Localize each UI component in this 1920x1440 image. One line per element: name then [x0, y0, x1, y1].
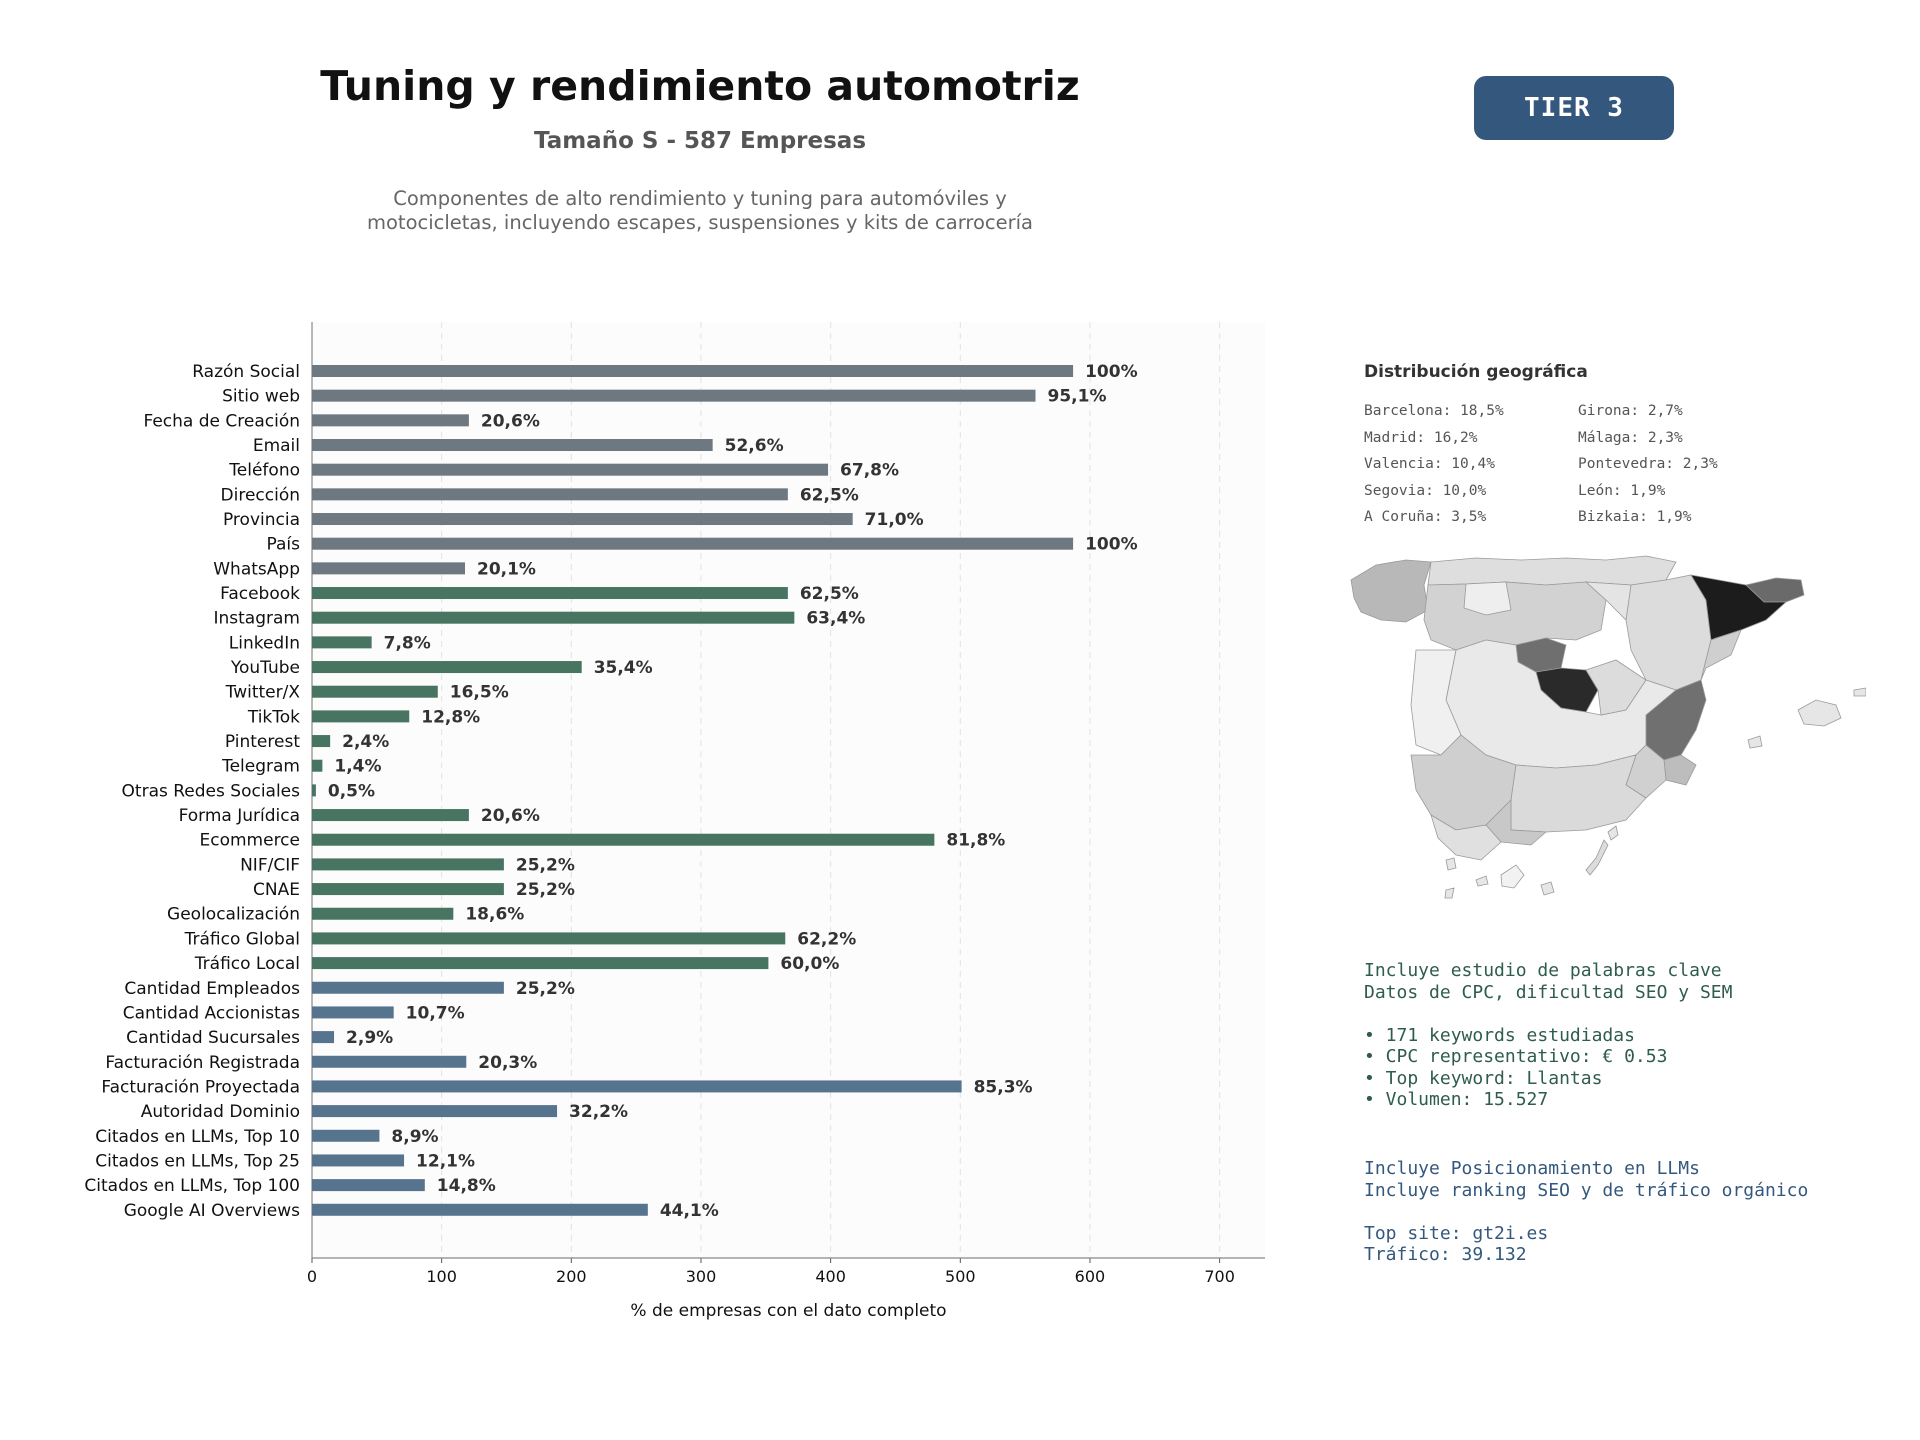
bar-category-label: Autoridad Dominio [140, 1102, 300, 1123]
spain-map [1346, 540, 1866, 920]
bar-category-label: Cantidad Sucursales [126, 1028, 300, 1049]
bar [312, 365, 1073, 377]
bar-value-label: 67,8% [840, 460, 900, 481]
bar [312, 390, 1036, 402]
map-region-leon-west [1464, 582, 1511, 615]
bar-value-label: 81,8% [946, 830, 1006, 851]
bar [312, 1130, 379, 1142]
bar [312, 1154, 404, 1166]
bar-category-label: Email [252, 436, 300, 457]
bar-category-label: Ecommerce [199, 830, 300, 851]
x-tick-label: 600 [1074, 1267, 1106, 1286]
page-title: Tuning y rendimiento automotriz [320, 62, 1080, 110]
llm-info-traffic: Tráfico: 39.132 [1364, 1244, 1527, 1265]
x-tick-label: 400 [815, 1267, 846, 1286]
bar-category-label: Cantidad Accionistas [122, 1003, 300, 1024]
map-region-north [1428, 556, 1676, 585]
seo-info-line-2: Datos de CPC, dificultad SEO y SEM [1364, 981, 1733, 1003]
bar-value-label: 60,0% [780, 954, 840, 975]
bar-value-label: 62,5% [799, 485, 859, 506]
llm-info-block [1364, 1158, 1808, 1266]
bar [312, 760, 322, 772]
bar-value-label: 7,8% [383, 633, 431, 654]
seo-info-bullet-4: • Volumen: 15.527 [1364, 1089, 1549, 1110]
bar-value-label: 20,6% [480, 411, 540, 432]
bar-value-label: 0,5% [327, 781, 376, 802]
bar [312, 908, 453, 920]
map-region-alicante [1664, 755, 1696, 785]
bar-value-label: 18,6% [465, 904, 525, 925]
bar [312, 1056, 466, 1068]
bar [312, 809, 469, 821]
map-region-canary-3 [1501, 865, 1524, 888]
bar-chart [0, 300, 1280, 1340]
bar [312, 661, 582, 673]
bar-value-label: 62,2% [797, 929, 857, 950]
bar [312, 1105, 557, 1117]
bar-value-label: 25,2% [515, 978, 575, 999]
bar-value-label: 12,8% [421, 707, 481, 728]
bar [312, 710, 409, 722]
seo-info-bullet-3: • Top keyword: Llantas [1364, 1067, 1603, 1089]
bar-value-label: 52,6% [724, 436, 784, 457]
plot-area [312, 322, 1265, 1258]
bar-category-label: Cantidad Empleados [124, 978, 300, 999]
geo-item: Barcelona: 18,5% [1364, 403, 1504, 419]
map-region-canary-1 [1446, 858, 1456, 870]
x-tick-label: 100 [426, 1267, 457, 1286]
geo-item: Pontevedra: 2,3% [1578, 456, 1718, 472]
bar [312, 735, 330, 747]
bar [312, 587, 788, 599]
bar [312, 1080, 962, 1092]
bar [312, 562, 465, 574]
bar-category-label: WhatsApp [213, 559, 300, 580]
bar [312, 612, 794, 624]
llm-info-top-site: Top site: gt2i.es [1364, 1222, 1549, 1244]
x-axis-label: % de empresas con el dato completo [630, 1301, 947, 1321]
map-region-canary-6 [1608, 826, 1618, 840]
seo-info-line-1: Incluye estudio de palabras clave [1364, 960, 1722, 981]
bar-category-label: NIF/CIF [240, 855, 300, 876]
bar-value-label: 20,6% [480, 806, 540, 827]
bar-value-label: 10,7% [405, 1003, 465, 1024]
x-tick-label: 0 [306, 1267, 318, 1286]
bar-category-label: Teléfono [229, 460, 300, 481]
geo-item: Bizkaia: 1,9% [1578, 509, 1692, 525]
map-region-andalucia-east [1511, 755, 1646, 832]
bar [312, 982, 504, 994]
bar-category-label: Facturación Proyectada [101, 1077, 300, 1098]
bar [312, 858, 504, 870]
tier-badge: TIER 3 [1474, 76, 1674, 140]
x-tick-label: 500 [945, 1267, 976, 1286]
bar-category-label: LinkedIn [228, 633, 300, 654]
bar [312, 1006, 394, 1018]
bar-value-label: 44,1% [659, 1200, 719, 1221]
seo-info-bullet-2: • CPC representativo: € 0.53 [1364, 1046, 1668, 1067]
bar-category-label: TikTok [247, 707, 300, 728]
page-description [300, 187, 1100, 235]
bar-category-label: Tráfico Local [194, 954, 300, 975]
bar-category-label: Forma Jurídica [178, 806, 300, 827]
bar [312, 1204, 648, 1216]
description-line-1: Componentes de alto rendimiento y tuning para automóviles y [393, 187, 1007, 210]
geo-item: Madrid: 16,2% [1364, 429, 1478, 446]
seo-info-block [1364, 960, 1732, 1111]
bar-category-label: Dirección [220, 485, 300, 506]
description-line-2: motocicletas, incluyendo escapes, suspensiones y kits de carrocería [367, 211, 1033, 234]
map-region-canary-5 [1586, 840, 1608, 875]
bar [312, 957, 768, 969]
bar-category-label: Tráfico Global [184, 929, 300, 950]
bar-category-label: Telegram [222, 756, 300, 777]
map-region-menorca [1854, 688, 1866, 696]
bar-category-label: Citados en LLMs, Top 10 [95, 1126, 300, 1147]
seo-info-bullet-1: • 171 keywords estudiadas [1364, 1024, 1635, 1046]
bar [312, 513, 853, 525]
map-region-ibiza [1748, 736, 1762, 748]
bar [312, 932, 785, 944]
bar-value-label: 71,0% [864, 510, 924, 531]
bar-category-label: YouTube [230, 658, 300, 679]
bar-value-label: 2,9% [346, 1028, 394, 1049]
bar [312, 538, 1073, 550]
geo-item: Málaga: 2,3% [1578, 429, 1683, 446]
bar-value-label: 95,1% [1047, 386, 1107, 407]
bar [312, 686, 438, 698]
map-region-castilla-leon [1424, 582, 1606, 650]
bar-value-label: 8,9% [391, 1126, 439, 1147]
geo-item: Girona: 2,7% [1578, 403, 1683, 419]
bar-value-label: 14,8% [436, 1176, 496, 1197]
bar-category-label: Facturación Registrada [105, 1052, 300, 1073]
geo-distribution-title: Distribución geográfica [1364, 362, 1588, 382]
bar-value-label: 1,4% [334, 756, 382, 777]
bar-value-label: 85,3% [973, 1077, 1033, 1098]
bar-value-label: 20,1% [476, 559, 536, 580]
bar [312, 834, 934, 846]
bar-value-label: 2,4% [342, 732, 390, 753]
llm-info-line-1: Incluye Posicionamiento en LLMs [1364, 1158, 1700, 1179]
bar-category-label: Google AI Overviews [123, 1200, 300, 1221]
map-region-aragon [1626, 575, 1711, 690]
bar-category-label: Pinterest [224, 732, 300, 753]
map-region-canary-4 [1541, 882, 1554, 895]
bar-category-label: Sitio web [222, 386, 300, 407]
bar-value-label: 12,1% [416, 1151, 476, 1172]
bar [312, 1031, 334, 1043]
bar [312, 784, 316, 796]
bar [312, 439, 713, 451]
bar-category-label: Otras Redes Sociales [121, 781, 300, 802]
bar [312, 1179, 425, 1191]
geo-item: Segovia: 10,0% [1364, 482, 1487, 499]
bar-value-label: 62,5% [799, 584, 859, 605]
bar-value-label: 63,4% [806, 608, 866, 629]
page-subtitle: Tamaño S - 587 Empresas [533, 128, 867, 154]
geo-item: A Coruña: 3,5% [1364, 509, 1487, 525]
bar-category-label: CNAE [253, 880, 300, 901]
x-tick-label: 300 [685, 1267, 717, 1286]
bar-value-label: 100% [1085, 362, 1138, 382]
map-region-galicia [1351, 560, 1431, 622]
bar [312, 464, 828, 476]
geo-item: Valencia: 10,4% [1364, 456, 1495, 472]
bar-category-label: Facebook [220, 584, 300, 605]
bar-category-label: Citados en LLMs, Top 25 [95, 1151, 300, 1172]
bar-value-label: 20,3% [478, 1052, 538, 1073]
map-region-canary-7 [1445, 888, 1454, 898]
llm-info-line-2: Incluye ranking SEO y de tráfico orgánico [1364, 1179, 1809, 1201]
map-region-mallorca [1798, 700, 1841, 726]
bar [312, 414, 469, 426]
bar-value-label: 25,2% [515, 880, 575, 901]
x-tick-label: 700 [1204, 1267, 1235, 1286]
geo-item: León: 1,9% [1578, 482, 1666, 499]
bar-category-label: Razón Social [192, 362, 300, 382]
bar-category-label: País [266, 534, 300, 555]
bar-value-label: 35,4% [593, 658, 653, 679]
bar [312, 883, 504, 895]
bar-value-label: 32,2% [569, 1102, 629, 1123]
x-tick-label: 200 [556, 1267, 587, 1286]
bar-value-label: 16,5% [449, 682, 509, 703]
bar [312, 488, 788, 500]
geo-distribution-list [1364, 398, 1804, 531]
bar-category-label: Twitter/X [225, 682, 300, 703]
bar-category-label: Instagram [213, 608, 300, 629]
map-region-canary-2 [1476, 876, 1488, 886]
bar-value-label: 100% [1085, 534, 1138, 555]
bar-category-label: Citados en LLMs, Top 100 [84, 1176, 300, 1197]
bar [312, 636, 372, 648]
bar-category-label: Fecha de Creación [143, 411, 300, 432]
bar-category-label: Provincia [222, 510, 300, 531]
bar-category-label: Geolocalización [167, 904, 300, 925]
bar-value-label: 25,2% [515, 855, 575, 876]
